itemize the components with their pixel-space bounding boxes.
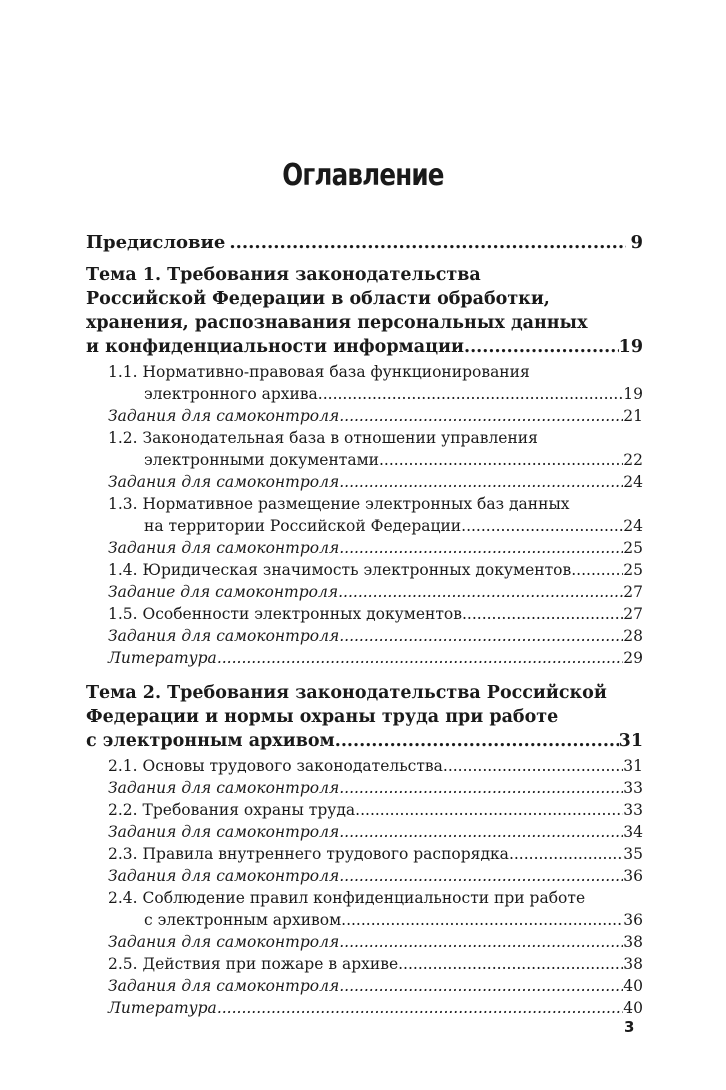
toc-self-check[interactable] bbox=[86, 777, 643, 799]
toc-page-number: 35 bbox=[623, 845, 643, 863]
toc-self-check-label: Задания для самоконтроля bbox=[108, 627, 340, 645]
toc-section-title: 1.3. Нормативное размещение электронных баз данных bbox=[108, 495, 570, 513]
dot-leader bbox=[462, 603, 623, 625]
toc-self-check[interactable] bbox=[86, 471, 643, 493]
toc-section-title: электронного архива bbox=[144, 385, 318, 403]
dot-leader bbox=[339, 975, 623, 997]
toc-self-check-label: Задания для самоконтроля bbox=[108, 779, 340, 797]
toc-section-1-5[interactable] bbox=[86, 603, 643, 625]
toc-section-1-1[interactable] bbox=[86, 361, 643, 405]
toc-page-number: 40 bbox=[623, 977, 643, 995]
dot-leader bbox=[461, 515, 623, 537]
toc-section-title: 1.4. Юридическая значимость электронных документов bbox=[108, 561, 572, 579]
page-number: 3 bbox=[624, 1018, 635, 1036]
toc-entry-label: Предисловие bbox=[86, 232, 226, 253]
page-title: Оглавление bbox=[282, 158, 444, 193]
dot-leader bbox=[229, 232, 626, 254]
dot-leader bbox=[339, 931, 623, 953]
dot-leader bbox=[338, 581, 623, 603]
toc-self-check[interactable] bbox=[86, 865, 643, 887]
toc-section-title: на территории Российской Федерации bbox=[144, 517, 462, 535]
toc-section-title: 2.1. Основы трудового законодательства bbox=[108, 757, 443, 775]
toc-page-number: 38 bbox=[623, 933, 643, 951]
toc-self-check-label: Задания для самоконтроля bbox=[108, 823, 340, 841]
toc-page-number: 29 bbox=[623, 649, 643, 667]
toc-page-number: 24 bbox=[623, 517, 643, 535]
toc-self-check-label: Задания для самоконтроля bbox=[108, 539, 340, 557]
toc-page-number: 24 bbox=[623, 473, 643, 491]
dot-leader bbox=[339, 821, 623, 843]
toc-self-check[interactable] bbox=[86, 975, 643, 997]
toc-self-check[interactable] bbox=[86, 405, 643, 427]
toc-section-title: с электронным архивом bbox=[144, 911, 342, 929]
toc-page-number: 27 bbox=[623, 605, 643, 623]
toc-section-title: 1.1. Нормативно-правовая база функционирования bbox=[108, 363, 530, 381]
toc-page-number: 28 bbox=[623, 627, 643, 645]
dot-leader bbox=[339, 777, 623, 799]
dot-leader bbox=[339, 625, 623, 647]
topic-title-line: Российской Федерации в области обработки, bbox=[86, 289, 550, 309]
table-of-contents bbox=[86, 232, 643, 1019]
toc-section-1-3[interactable] bbox=[86, 493, 643, 537]
toc-self-check[interactable] bbox=[86, 581, 643, 603]
toc-literature-label: Литература bbox=[108, 999, 217, 1017]
topic-title-line: Тема 2. Требования законодательства Российской bbox=[86, 683, 607, 703]
toc-self-check[interactable] bbox=[86, 821, 643, 843]
dot-leader bbox=[571, 559, 623, 581]
toc-page-number: 34 bbox=[623, 823, 643, 841]
toc-page-number: 31 bbox=[623, 757, 643, 775]
toc-section-title: 1.5. Особенности электронных документов bbox=[108, 605, 462, 623]
dot-leader bbox=[217, 647, 623, 669]
toc-section-2-2[interactable] bbox=[86, 799, 643, 821]
toc-self-check[interactable] bbox=[86, 931, 643, 953]
toc-page-number: 21 bbox=[623, 407, 643, 425]
dot-leader bbox=[379, 449, 623, 471]
dot-leader bbox=[398, 953, 623, 975]
toc-self-check-label: Задания для самоконтроля bbox=[108, 977, 340, 995]
toc-section-title: 2.3. Правила внутреннего трудового распорядка bbox=[108, 845, 509, 863]
toc-literature-label: Литература bbox=[108, 649, 217, 667]
toc-page-number: 33 bbox=[623, 801, 643, 819]
topic-title-line: хранения, распознавания персональных данных bbox=[86, 313, 588, 333]
toc-section-2-4[interactable] bbox=[86, 887, 643, 931]
toc-section-title: 2.4. Соблюдение правил конфиденциальности при работе bbox=[108, 889, 586, 907]
toc-literature[interactable] bbox=[86, 997, 643, 1019]
toc-page-number: 19 bbox=[623, 385, 643, 403]
toc-page-number: 36 bbox=[623, 911, 643, 929]
topic-title-line: с электронным архивом bbox=[86, 731, 335, 751]
toc-page-number: 40 bbox=[623, 999, 643, 1017]
toc-topic-2[interactable] bbox=[86, 681, 643, 753]
toc-self-check[interactable] bbox=[86, 537, 643, 559]
toc-self-check[interactable] bbox=[86, 625, 643, 647]
toc-self-check-label: Задания для самоконтроля bbox=[108, 933, 340, 951]
dot-leader bbox=[464, 335, 619, 359]
toc-page-number: 9 bbox=[630, 232, 643, 253]
toc-section-1-4[interactable] bbox=[86, 559, 643, 581]
toc-topic-1[interactable] bbox=[86, 263, 643, 359]
dot-leader bbox=[339, 865, 623, 887]
toc-section-2-3[interactable] bbox=[86, 843, 643, 865]
toc-self-check-label: Задания для самоконтроля bbox=[108, 473, 340, 491]
dot-leader bbox=[339, 405, 623, 427]
dot-leader bbox=[318, 383, 623, 405]
toc-page-number: 31 bbox=[618, 731, 643, 751]
toc-section-2-1[interactable] bbox=[86, 755, 643, 777]
toc-section-title: 1.2. Законодательная база в отношении управления bbox=[108, 429, 538, 447]
toc-page-number: 27 bbox=[623, 583, 643, 601]
dot-leader bbox=[339, 471, 623, 493]
toc-entry-preface[interactable] bbox=[86, 232, 643, 254]
toc-page-number: 36 bbox=[623, 867, 643, 885]
topic-title-line: Тема 1. Требования законодательства bbox=[86, 265, 481, 285]
toc-page-number: 19 bbox=[618, 337, 643, 357]
toc-self-check-label: Задания для самоконтроля bbox=[108, 867, 340, 885]
toc-page-number: 33 bbox=[623, 779, 643, 797]
topic-title-line: Федерации и нормы охраны труда при работе bbox=[86, 707, 559, 727]
topic-title-line: и конфиденциальности информации bbox=[86, 337, 464, 357]
toc-page-number: 38 bbox=[623, 955, 643, 973]
dot-leader bbox=[339, 537, 623, 559]
toc-self-check-label: Задания для самоконтроля bbox=[108, 407, 340, 425]
toc-literature[interactable] bbox=[86, 647, 643, 669]
toc-page-number: 22 bbox=[623, 451, 643, 469]
dot-leader bbox=[217, 997, 623, 1019]
toc-section-title: электронными документами bbox=[144, 451, 379, 469]
dot-leader bbox=[443, 755, 623, 777]
toc-page-number: 25 bbox=[623, 539, 643, 557]
toc-section-title: 2.2. Требования охраны труда bbox=[108, 801, 356, 819]
toc-section-1-2[interactable] bbox=[86, 427, 643, 471]
toc-page-number: 25 bbox=[623, 561, 643, 579]
toc-self-check-label: Задание для самоконтроля bbox=[108, 583, 339, 601]
dot-leader bbox=[335, 729, 619, 753]
dot-leader bbox=[341, 909, 623, 931]
dot-leader bbox=[355, 799, 623, 821]
toc-section-2-5[interactable] bbox=[86, 953, 643, 975]
toc-section-title: 2.5. Действия при пожаре в архиве bbox=[108, 955, 399, 973]
dot-leader bbox=[509, 843, 623, 865]
